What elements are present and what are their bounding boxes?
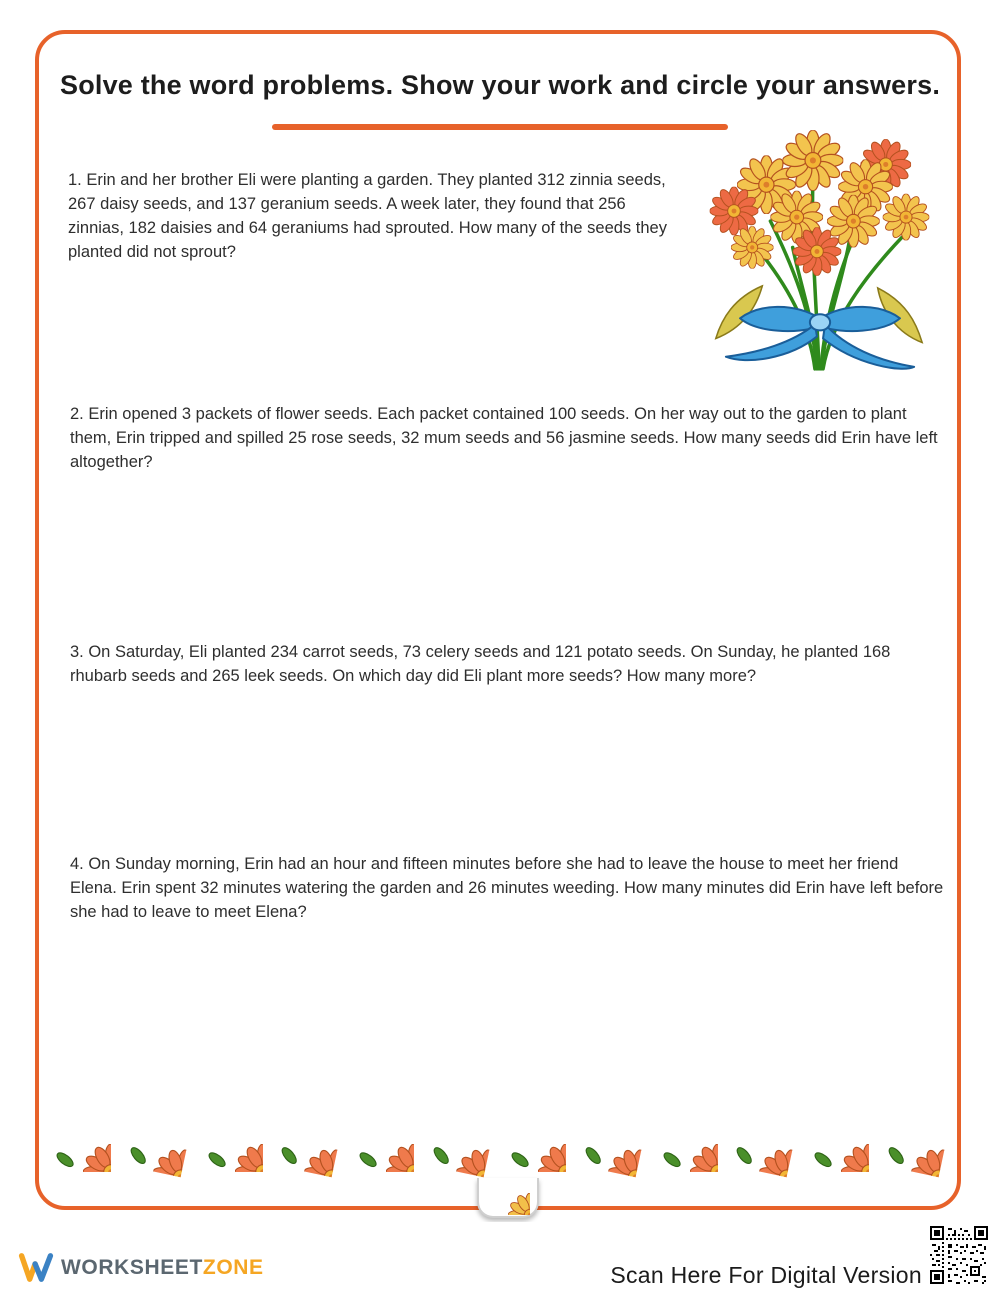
scan-here-text: Scan Here For Digital Version: [610, 1262, 922, 1288]
orange-daisy-icon: [813, 1116, 869, 1172]
orange-daisy-icon: [434, 1116, 490, 1172]
orange-daisy-icon: [889, 1116, 945, 1172]
w-logo-icon: [18, 1252, 54, 1283]
yellow-daisy-icon: [486, 1171, 530, 1215]
orange-daisy-icon: [662, 1116, 718, 1172]
orange-daisy-icon: [131, 1116, 187, 1172]
bottom-center-tab: [477, 1178, 539, 1218]
problem-4: 4. On Sunday morning, Erin had an hour and fifteen minutes before she had to leave the house to meet her friend Elena. Erin spent 32 minutes watering the garden and 26 minutes weeding. How many minutes did Erin have left before she had to leave to meet Elena?: [70, 855, 944, 921]
brand-word-worksheet: WORKSHEET: [61, 1255, 203, 1279]
orange-daisy-icon: [282, 1116, 338, 1172]
orange-daisy-icon: [510, 1116, 566, 1172]
orange-daisy-icon: [207, 1116, 263, 1172]
flower-row: [55, 1114, 945, 1174]
problem-2: 2. Erin opened 3 packets of flower seeds. Each packet contained 100 seeds. On her way out to the garden to plant them, Erin tripped and spilled 25 rose seeds, 32 mum seeds and 56 jasmine seeds. How many seeds did Erin have left altogether?: [70, 405, 938, 471]
footer: [0, 1222, 1000, 1294]
orange-daisy-icon: [586, 1116, 642, 1172]
orange-daisy-icon: [55, 1116, 111, 1172]
worksheet-title: Solve the word problems. Show your work and circle your answers.: [59, 70, 941, 100]
problem-1: 1. Erin and her brother Eli were planting a garden. They planted 312 zinnia seeds, 267 daisy seeds, and 137 geranium seeds. A week later, they found that 256 zinnias, 182 daisies and 64 geraniums had sprouted. How many of the seeds they planted did not sprout?: [68, 171, 667, 261]
title-divider: [272, 124, 728, 130]
brand-word-zone: ZONE: [202, 1255, 264, 1279]
orange-daisy-icon: [358, 1116, 414, 1172]
problem-3: 3. On Saturday, Eli planted 234 carrot seeds, 73 celery seeds and 121 potato seeds. On Sunday, he planted 168 rhubarb seeds and 265 leek seeds. On which day did Eli plant more seeds? How many more?: [70, 643, 891, 685]
orange-daisy-icon: [737, 1116, 793, 1172]
worksheetzone-logo: [18, 1252, 264, 1283]
flower-bouquet-illustration: [700, 124, 940, 382]
qr-code-icon: [930, 1226, 988, 1284]
